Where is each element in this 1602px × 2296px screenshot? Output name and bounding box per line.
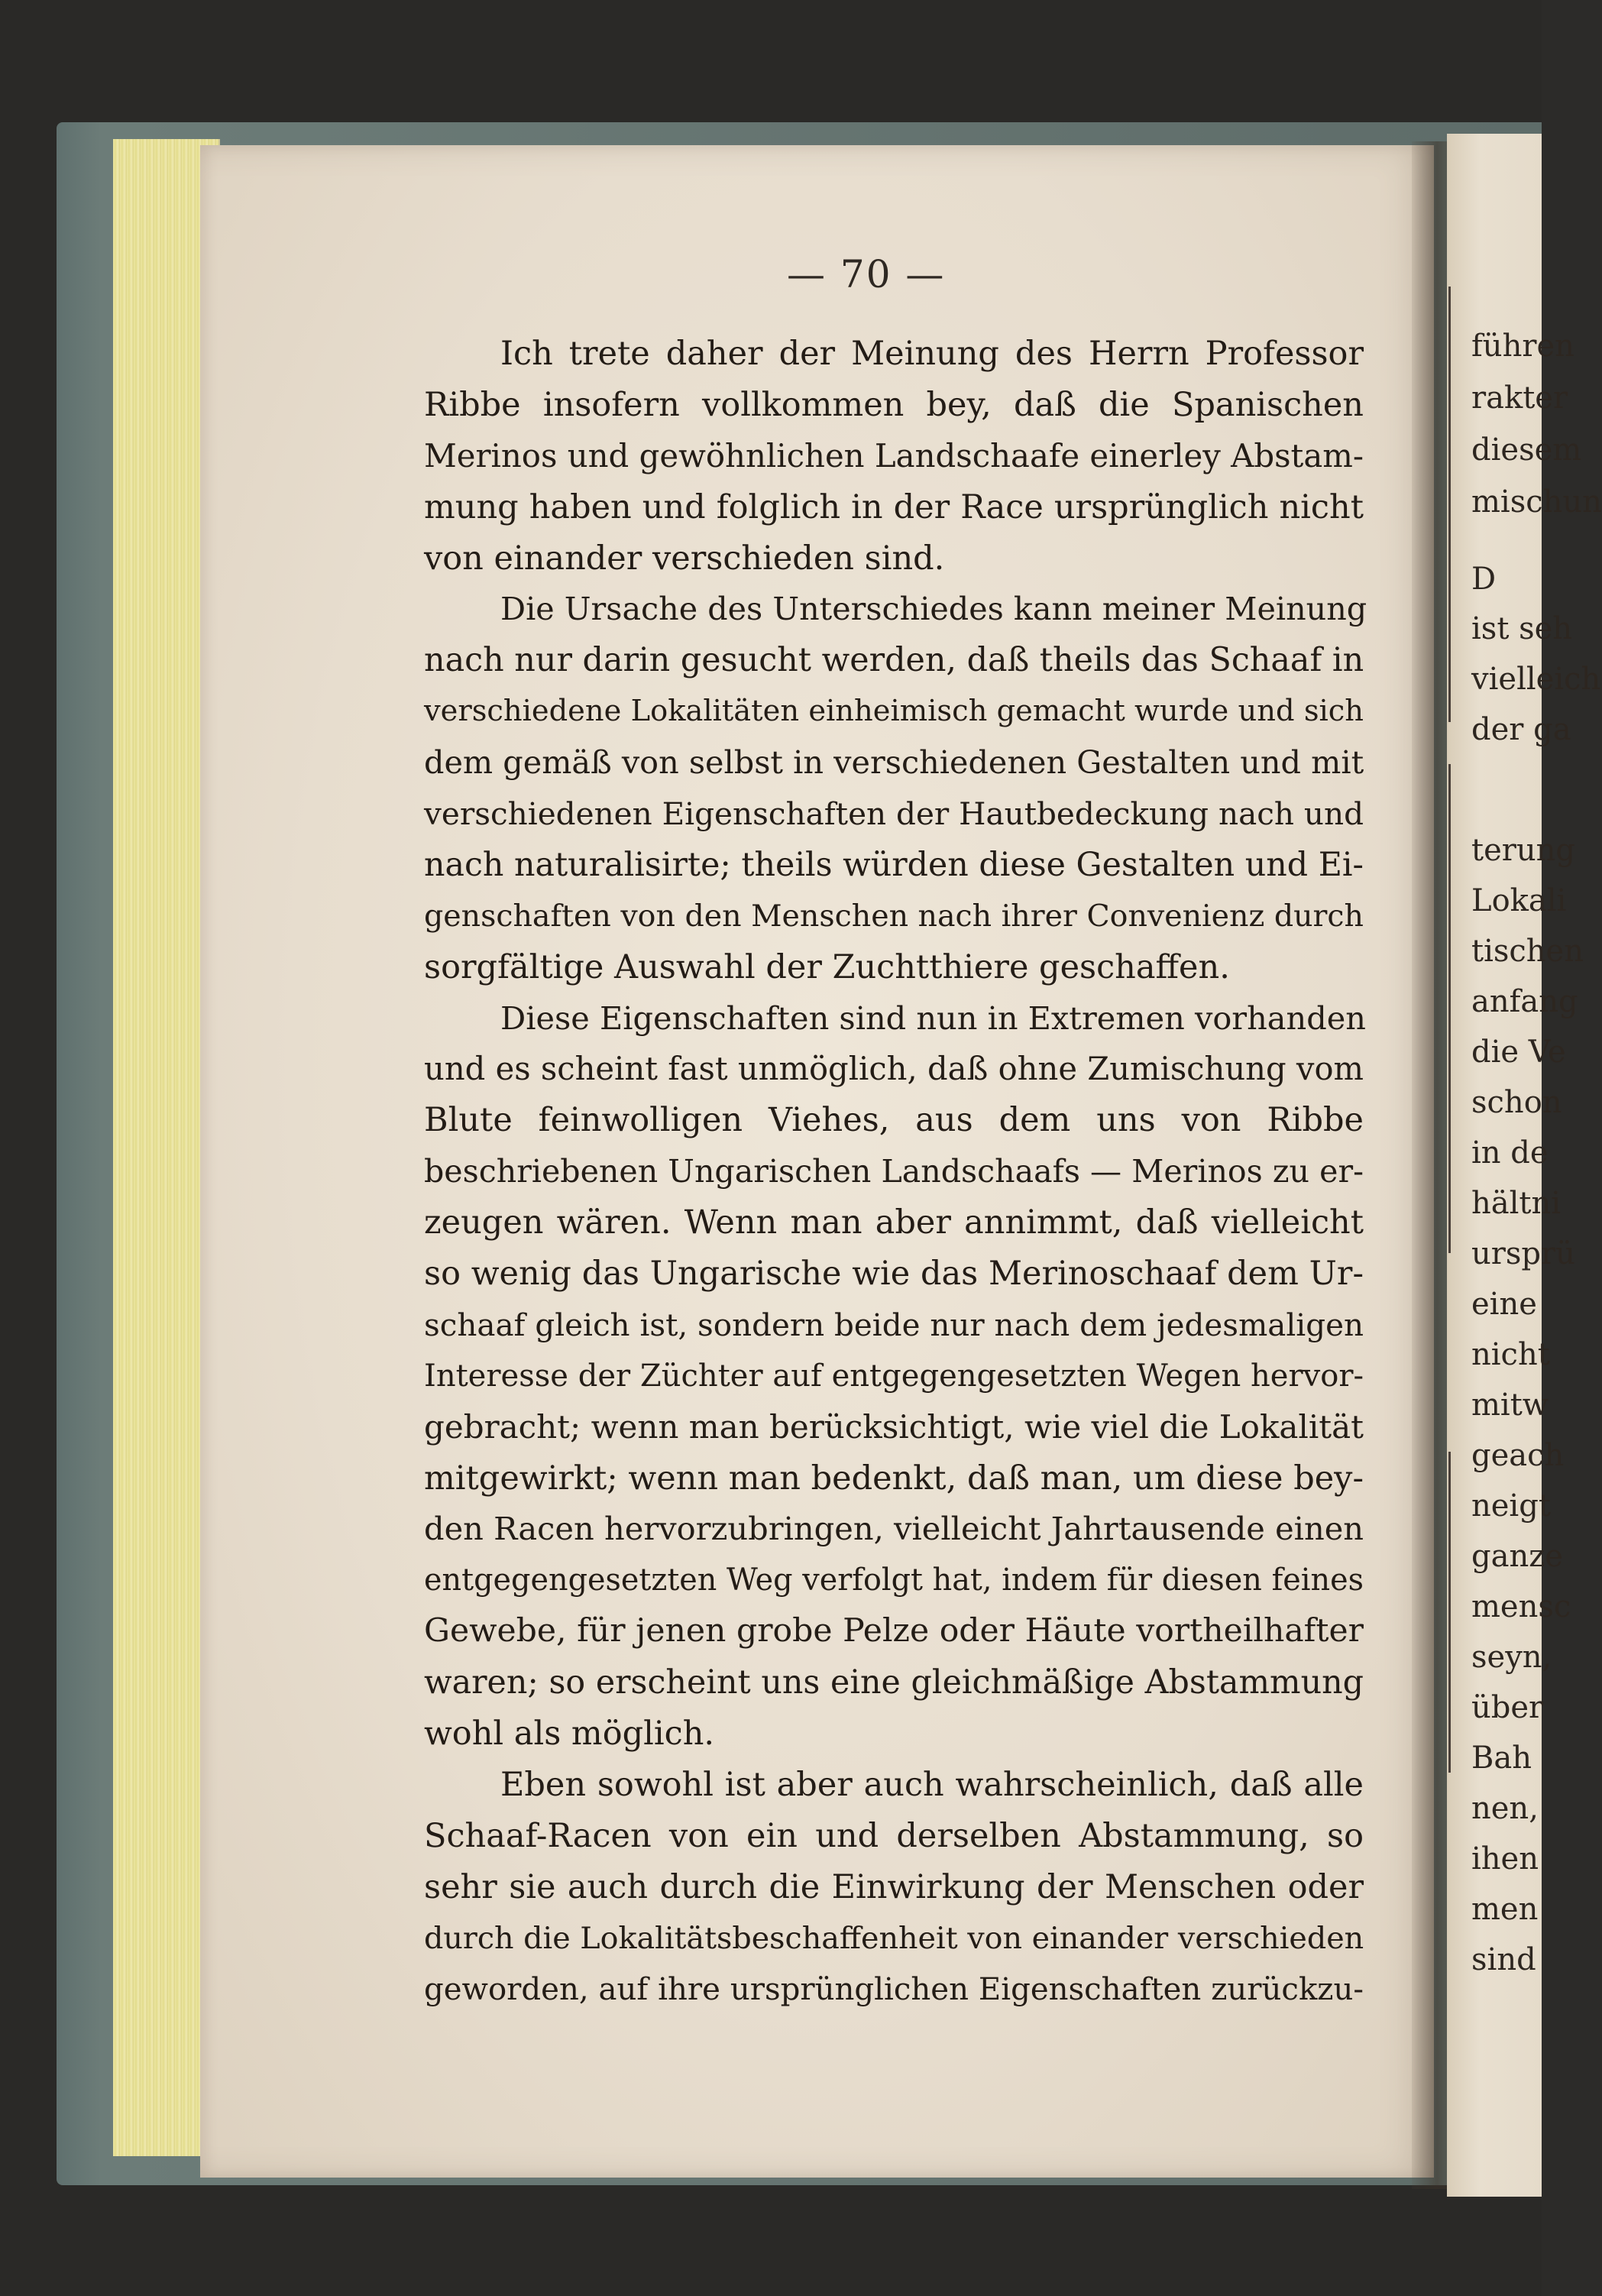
margin-rule: [1448, 287, 1451, 722]
facing-page-text-fragment: nen,: [1471, 1791, 1539, 1826]
text-line: geworden, auf ihre ursprünglichen Eigenschaften zurückzu-: [424, 1971, 1364, 2007]
facing-page-text-fragment: hältni: [1471, 1186, 1562, 1221]
text-line: Eben sowohl ist aber auch wahrscheinlich, daß alle: [500, 1765, 1364, 1804]
text-line: Die Ursache des Unterschiedes kann meiner Meinung: [500, 591, 1367, 628]
right-page-fragment: [1447, 134, 1602, 2197]
facing-page-text-fragment: Bah: [1471, 1741, 1532, 1776]
facing-page-text-fragment: in de: [1471, 1135, 1549, 1171]
text-line: sorgfältige Auswahl der Zuchtthiere geschaffen.: [424, 947, 1230, 986]
facing-page-text-fragment: ganze: [1471, 1539, 1563, 1574]
facing-page-text-fragment: eine: [1471, 1287, 1537, 1322]
text-line: schaaf gleich ist, sondern beide nur nach dem jedesmaligen: [424, 1306, 1364, 1343]
facing-page-text-fragment: men: [1471, 1892, 1539, 1927]
text-line: Ich trete daher der Meinung des Herrn Professor: [500, 335, 1364, 373]
facing-page-text-fragment: rakter: [1471, 381, 1568, 416]
text-line: genschaften von den Menschen nach ihrer Convenienz durch: [424, 898, 1364, 934]
facing-page-text-fragment: führen: [1471, 329, 1574, 364]
facing-page-text-fragment: anfang: [1471, 984, 1578, 1019]
margin-rule: [1448, 764, 1451, 1253]
facing-page-text-fragment: tischen: [1471, 934, 1584, 969]
text-line: mung haben und folglich in der Race ursprünglich nicht: [424, 487, 1364, 526]
text-line: beschriebenen Ungarischen Landschaafs — Merinos zu er-: [424, 1153, 1364, 1190]
facing-page-text-fragment: nicht: [1471, 1337, 1550, 1372]
text-line: sehr sie auch durch die Einwirkung der Menschen oder: [424, 1867, 1364, 1906]
facing-page-text-fragment: die Ve: [1471, 1035, 1566, 1070]
facing-page-text-fragment: schon: [1471, 1085, 1562, 1120]
text-line: zeugen wären. Wenn man aber annimmt, daß vielleicht: [424, 1203, 1364, 1242]
facing-page-text-fragment: geach: [1471, 1438, 1565, 1473]
text-line: wohl als möglich.: [424, 1715, 715, 1754]
facing-page-text-fragment: ursprü: [1471, 1236, 1575, 1271]
text-line: nach nur darin gesucht werden, daß theils das Schaaf in: [424, 641, 1364, 680]
facing-page-text-fragment: ihen: [1471, 1841, 1539, 1877]
facing-page-text-fragment: seyn,: [1471, 1640, 1552, 1675]
text-line: Interesse der Züchter auf entgegengesetzten Wegen hervor-: [424, 1358, 1364, 1394]
text-line: waren; so erscheint uns eine gleichmäßige Abstammung: [424, 1663, 1364, 1702]
facing-page-text-fragment: vielleich: [1471, 662, 1601, 697]
facing-page-text-fragment: D: [1471, 562, 1497, 597]
text-line: Ribbe insofern vollkommen bey, daß die Spanischen: [424, 385, 1364, 424]
text-line: dem gemäß von selbst in verschiedenen Gestalten und mit: [424, 744, 1364, 782]
facing-page-text-fragment: neigt: [1471, 1488, 1551, 1524]
text-line: Schaaf-Racen von ein und derselben Abstammung, so: [424, 1816, 1364, 1855]
text-line: Diese Eigenschaften sind nun in Extremen vorhanden: [500, 999, 1366, 1037]
text-line: entgegengesetzten Weg verfolgt hat, indem für diesen feines: [424, 1563, 1364, 1598]
text-line: durch die Lokalitätsbeschaffenheit von einander verschieden: [424, 1920, 1364, 1956]
text-line: Gewebe, für jenen grobe Pelze oder Häute vortheilhafter: [424, 1612, 1364, 1650]
page-text: [424, 329, 1367, 2015]
text-line: und es scheint fast unmöglich, daß ohne Zumischung vom: [424, 1050, 1364, 1088]
text-line: nach naturalisirte; theils würden diese Gestalten und Ei-: [424, 845, 1364, 884]
text-line: den Racen hervorzubringen, vielleicht Jahrtausende einen: [424, 1510, 1364, 1548]
facing-page-text-fragment: diesem: [1471, 432, 1582, 468]
facing-page-text-fragment: sind: [1471, 1942, 1536, 1977]
facing-page-text-fragment: der ga: [1471, 712, 1571, 747]
text-line: gebracht; wenn man berücksichtigt, wie viel die Lokalität: [424, 1407, 1364, 1446]
facing-page-text-fragment: ist seh: [1471, 611, 1573, 646]
text-line: von einander verschieden sind.: [424, 539, 945, 578]
margin-rule: [1448, 1452, 1451, 1773]
text-line: verschiedenen Eigenschaften der Hautbedeckung nach und: [424, 795, 1364, 833]
facing-page-text-fragment: Lokali: [1471, 883, 1567, 918]
page-number: — 70 —: [787, 252, 946, 296]
text-line: mitgewirkt; wenn man bedenkt, daß man, um diese bey-: [424, 1459, 1364, 1498]
text-line: Blute feinwolligen Viehes, aus dem uns von Ribbe: [424, 1101, 1364, 1140]
facing-page-text-fragment: mitw: [1471, 1388, 1549, 1423]
facing-page-text-fragment: mensc: [1471, 1589, 1571, 1624]
text-line: verschiedene Lokalitäten einheimisch gemacht wurde und sich: [424, 694, 1364, 729]
text-line: so wenig das Ungarische wie das Merinoschaaf dem Ur-: [424, 1255, 1364, 1294]
facing-page-text-fragment: über: [1471, 1690, 1544, 1725]
facing-page-text-fragment: mischun: [1471, 484, 1602, 520]
text-line: Merinos und gewöhnlichen Landschaafe einerley Abstam-: [424, 436, 1364, 474]
facing-page-text-fragment: terung: [1471, 833, 1575, 868]
